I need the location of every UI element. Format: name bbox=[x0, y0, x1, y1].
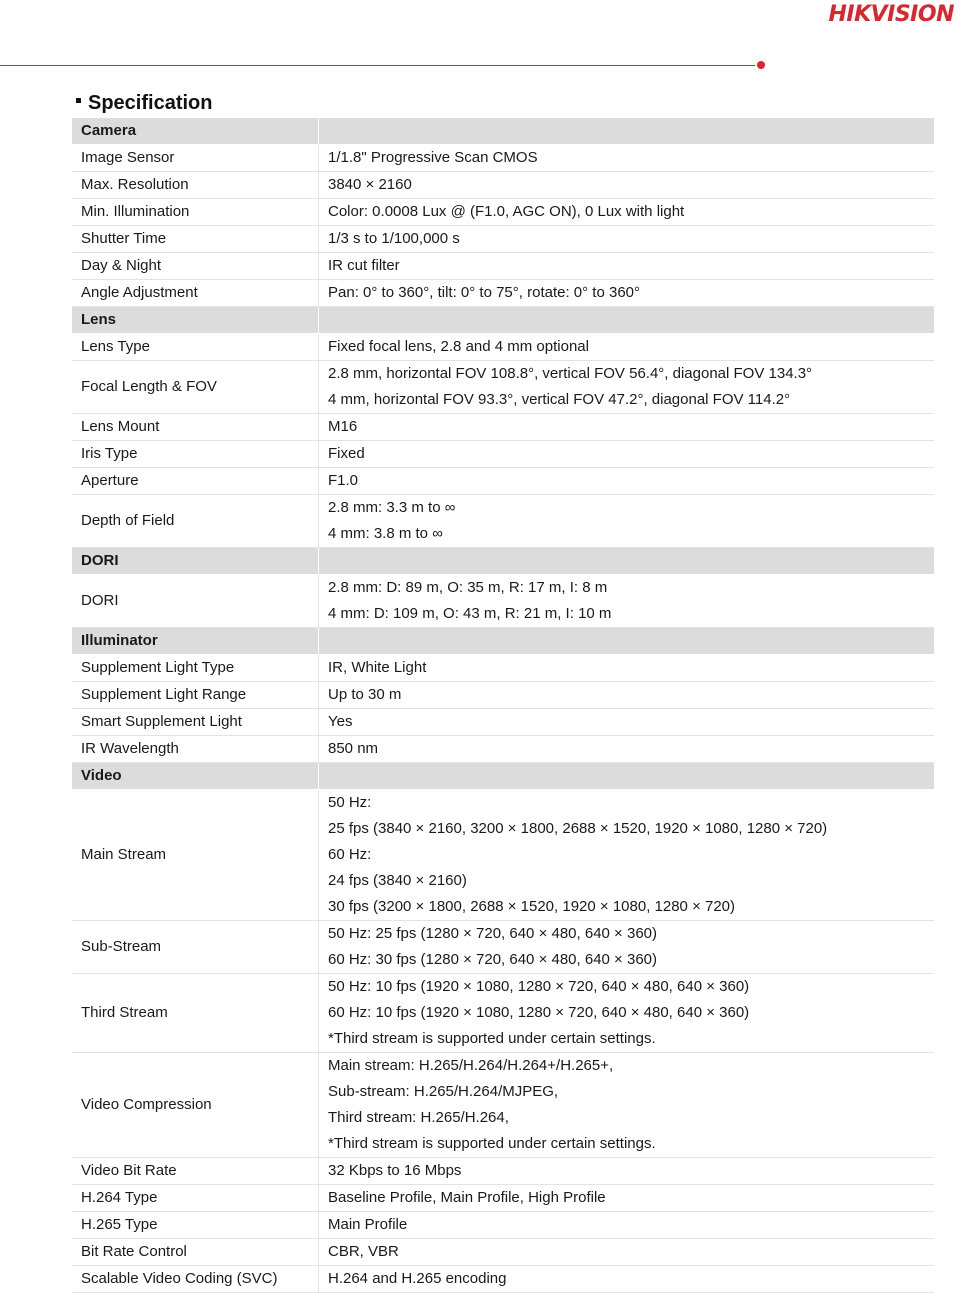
spec-value: Pan: 0° to 360°, tilt: 0° to 75°, rotate: 0° to 360° bbox=[319, 280, 935, 307]
spec-row bbox=[72, 334, 934, 361]
category-label: Video bbox=[72, 763, 319, 790]
spec-label: IR Wavelength bbox=[72, 736, 319, 763]
spec-value: 1/3 s to 1/100,000 s bbox=[319, 226, 935, 253]
spec-value: Up to 30 m bbox=[319, 682, 935, 709]
spec-row bbox=[72, 1158, 934, 1185]
category-row-dori bbox=[72, 548, 934, 575]
spec-value: 50 Hz: 25 fps (1280 × 720, 640 × 480, 640 × 360) 60 Hz: 30 fps (1280 × 720, 640 × 480, 640 × 360) bbox=[319, 921, 935, 974]
spec-label: Lens Mount bbox=[72, 414, 319, 441]
bullet-icon bbox=[76, 98, 81, 103]
spec-row bbox=[72, 709, 934, 736]
spec-row bbox=[72, 172, 934, 199]
spec-row bbox=[72, 575, 934, 628]
spec-label: Image Sensor bbox=[72, 145, 319, 172]
category-row-illuminator bbox=[72, 628, 934, 655]
spec-value: 2.8 mm: D: 89 m, O: 35 m, R: 17 m, I: 8 m 4 mm: D: 109 m, O: 43 m, R: 21 m, I: 10 m bbox=[319, 575, 935, 628]
spec-label: Iris Type bbox=[72, 441, 319, 468]
section-title-text: Specification bbox=[88, 92, 213, 114]
spec-label: Sub-Stream bbox=[72, 921, 319, 974]
spec-label: Supplement Light Type bbox=[72, 655, 319, 682]
spec-label: DORI bbox=[72, 575, 319, 628]
category-label: DORI bbox=[72, 548, 319, 575]
spec-label: Max. Resolution bbox=[72, 172, 319, 199]
spec-row bbox=[72, 1053, 934, 1158]
spec-row bbox=[72, 1239, 934, 1266]
spec-value: M16 bbox=[319, 414, 935, 441]
section-title bbox=[76, 92, 212, 115]
spec-value: Baseline Profile, Main Profile, High Profile bbox=[319, 1185, 935, 1212]
spec-value: 32 Kbps to 16 Mbps bbox=[319, 1158, 935, 1185]
spec-row bbox=[72, 226, 934, 253]
spec-row bbox=[72, 736, 934, 763]
spec-label: Video Bit Rate bbox=[72, 1158, 319, 1185]
spec-table bbox=[72, 118, 934, 1293]
spec-label: Depth of Field bbox=[72, 495, 319, 548]
spec-value: 850 nm bbox=[319, 736, 935, 763]
category-row-video bbox=[72, 763, 934, 790]
spec-row bbox=[72, 655, 934, 682]
spec-value: F1.0 bbox=[319, 468, 935, 495]
spec-value: 3840 × 2160 bbox=[319, 172, 935, 199]
spec-row bbox=[72, 682, 934, 709]
spec-label: Supplement Light Range bbox=[72, 682, 319, 709]
category-row-lens bbox=[72, 307, 934, 334]
spec-label: Smart Supplement Light bbox=[72, 709, 319, 736]
spec-row bbox=[72, 790, 934, 921]
spec-row bbox=[72, 414, 934, 441]
category-label: Camera bbox=[72, 118, 319, 145]
hikvision-logo: HIKVISION bbox=[828, 2, 954, 27]
spec-row bbox=[72, 1212, 934, 1239]
spec-value: Yes bbox=[319, 709, 935, 736]
spec-row bbox=[72, 280, 934, 307]
spec-value: Color: 0.0008 Lux @ (F1.0, AGC ON), 0 Lux with light bbox=[319, 199, 935, 226]
spec-label: Main Stream bbox=[72, 790, 319, 921]
header-divider bbox=[0, 65, 755, 66]
spec-value: Main stream: H.265/H.264/H.264+/H.265+, Sub-stream: H.265/H.264/MJPEG, Third stream: H.265/H.264, *Third stream is supported under certain settings. bbox=[319, 1053, 935, 1158]
spec-value: 2.8 mm, horizontal FOV 108.8°, vertical FOV 56.4°, diagonal FOV 134.3° 4 mm, horizontal FOV 93.3°, vertical FOV 47.2°, diagonal FOV 114.2° bbox=[319, 361, 935, 414]
spec-label: Day & Night bbox=[72, 253, 319, 280]
spec-row bbox=[72, 921, 934, 974]
spec-row bbox=[72, 145, 934, 172]
spec-row bbox=[72, 1185, 934, 1212]
spec-row bbox=[72, 974, 934, 1053]
spec-value: H.264 and H.265 encoding bbox=[319, 1266, 935, 1293]
spec-value: Main Profile bbox=[319, 1212, 935, 1239]
spec-value: 50 Hz: 25 fps (3840 × 2160, 3200 × 1800, 2688 × 1520, 1920 × 1080, 1280 × 720) 60 Hz: 24 fps (3840 × 2160) 30 fps (3200 × 1800, 2688 × 1520, 1920 × 1080, 1280 × 720) bbox=[319, 790, 935, 921]
spec-value: CBR, VBR bbox=[319, 1239, 935, 1266]
category-row-camera bbox=[72, 118, 934, 145]
category-label: Illuminator bbox=[72, 628, 319, 655]
category-label: Lens bbox=[72, 307, 319, 334]
spec-label: Video Compression bbox=[72, 1053, 319, 1158]
spec-row bbox=[72, 495, 934, 548]
spec-value: IR, White Light bbox=[319, 655, 935, 682]
spec-label: Lens Type bbox=[72, 334, 319, 361]
spec-label: Aperture bbox=[72, 468, 319, 495]
header-divider-dot bbox=[757, 61, 765, 69]
spec-value: 50 Hz: 10 fps (1920 × 1080, 1280 × 720, 640 × 480, 640 × 360) 60 Hz: 10 fps (1920 × 1080, 1280 × 720, 640 × 480, 640 × 360) *Third stream is supported under certain settings. bbox=[319, 974, 935, 1053]
spec-row bbox=[72, 199, 934, 226]
spec-value: Fixed focal lens, 2.8 and 4 mm optional bbox=[319, 334, 935, 361]
spec-label: H.264 Type bbox=[72, 1185, 319, 1212]
spec-row bbox=[72, 441, 934, 468]
spec-row bbox=[72, 1266, 934, 1293]
spec-label: H.265 Type bbox=[72, 1212, 319, 1239]
spec-label: Focal Length & FOV bbox=[72, 361, 319, 414]
spec-value: Fixed bbox=[319, 441, 935, 468]
spec-label: Min. Illumination bbox=[72, 199, 319, 226]
spec-label: Scalable Video Coding (SVC) bbox=[72, 1266, 319, 1293]
spec-label: Angle Adjustment bbox=[72, 280, 319, 307]
spec-label: Shutter Time bbox=[72, 226, 319, 253]
spec-row bbox=[72, 361, 934, 414]
spec-row bbox=[72, 253, 934, 280]
spec-value: IR cut filter bbox=[319, 253, 935, 280]
spec-value: 1/1.8" Progressive Scan CMOS bbox=[319, 145, 935, 172]
spec-label: Bit Rate Control bbox=[72, 1239, 319, 1266]
spec-value: 2.8 mm: 3.3 m to ∞ 4 mm: 3.8 m to ∞ bbox=[319, 495, 935, 548]
spec-row bbox=[72, 468, 934, 495]
spec-label: Third Stream bbox=[72, 974, 319, 1053]
